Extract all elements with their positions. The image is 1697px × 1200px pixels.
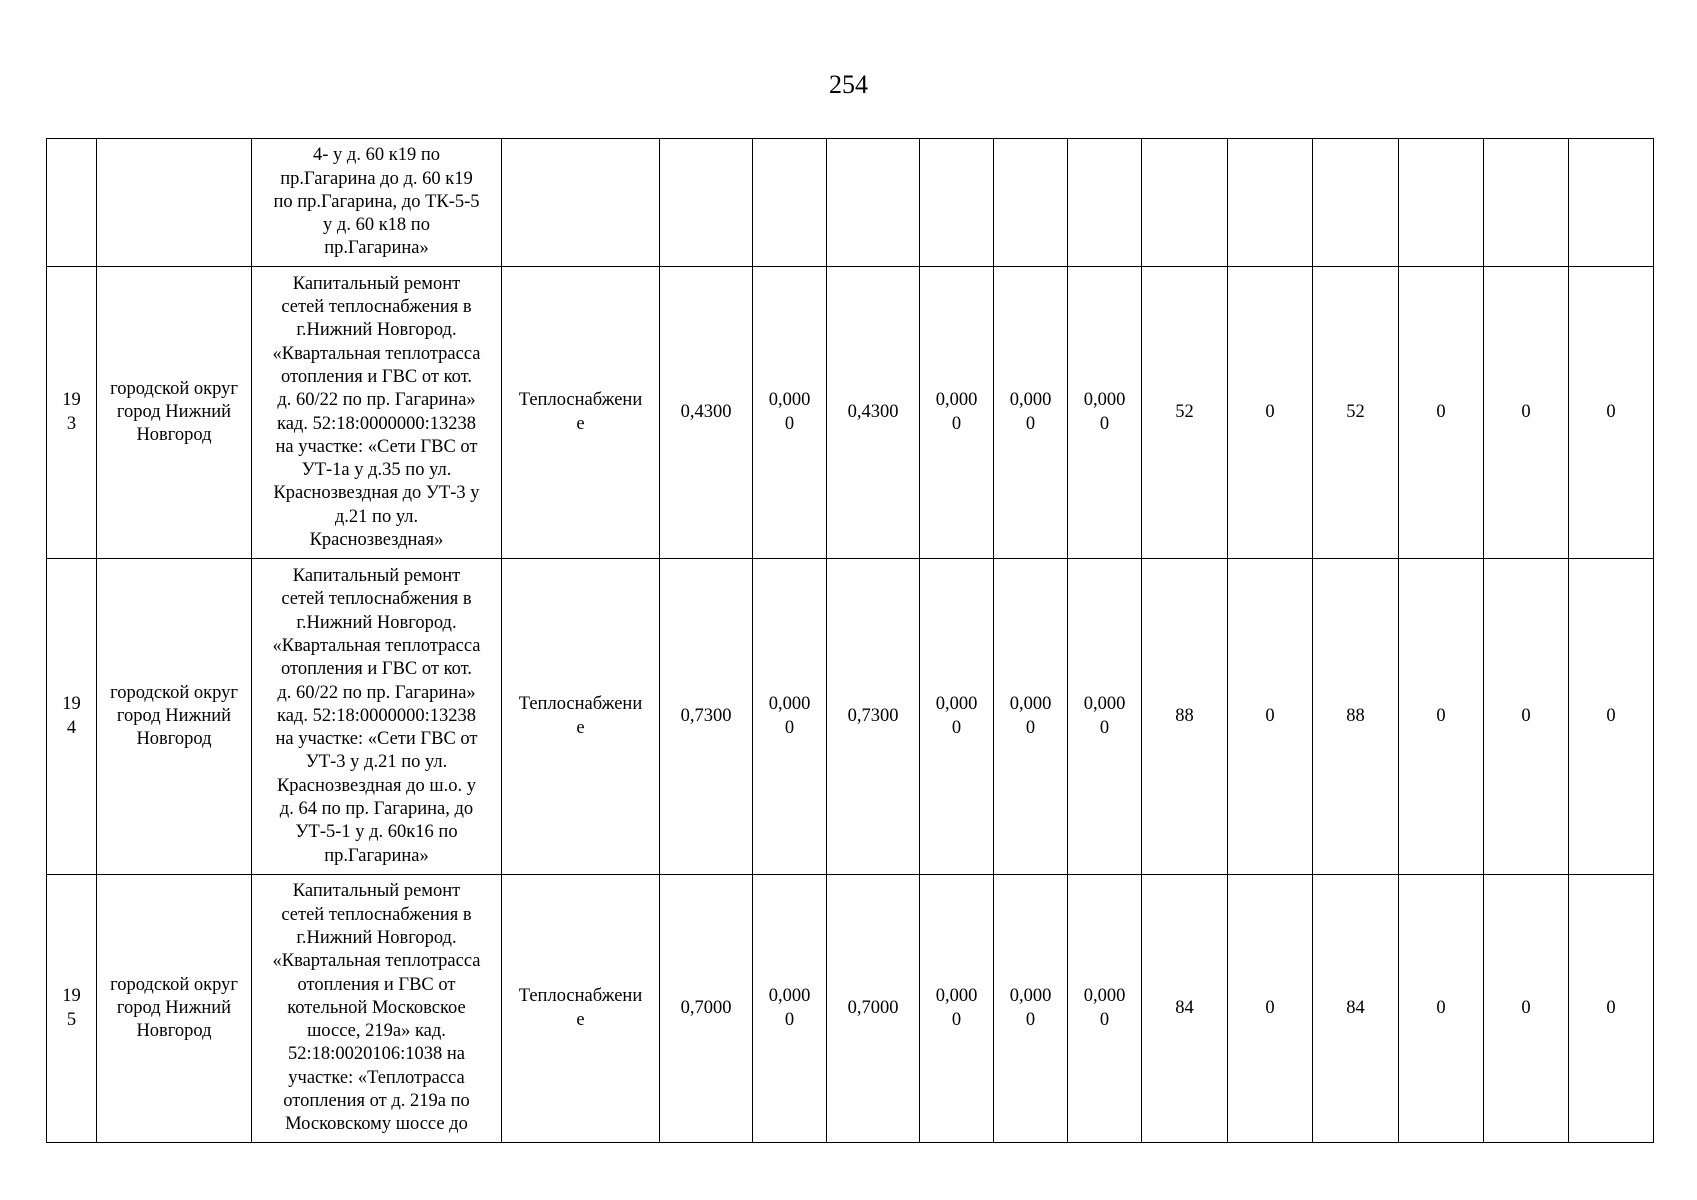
value-cell: 0,7000 bbox=[660, 875, 753, 1143]
value-cell bbox=[827, 139, 920, 267]
value-cell: 0,000 0 bbox=[1068, 875, 1142, 1143]
category-cell: Теплоснабжени е bbox=[502, 559, 660, 875]
value-cell: 0 bbox=[1484, 875, 1569, 1143]
category-cell bbox=[502, 139, 660, 267]
value-cell bbox=[920, 139, 994, 267]
row-number-cell bbox=[47, 139, 97, 267]
value-cell: 0,000 0 bbox=[920, 875, 994, 1143]
municipality-cell: городской округ город Нижний Новгород bbox=[97, 267, 252, 559]
value-cell: 0 bbox=[1228, 559, 1313, 875]
municipality-cell: городской округ город Нижний Новгород bbox=[97, 559, 252, 875]
value-cell: 0 bbox=[1399, 875, 1484, 1143]
value-cell bbox=[1142, 139, 1228, 267]
value-cell: 0,000 0 bbox=[753, 267, 827, 559]
table-row bbox=[47, 267, 1654, 559]
value-cell bbox=[1399, 139, 1484, 267]
value-cell: 0 bbox=[1484, 559, 1569, 875]
value-cell: 0 bbox=[1228, 267, 1313, 559]
value-cell: 0 bbox=[1399, 559, 1484, 875]
data-table bbox=[46, 138, 1654, 1143]
value-cell bbox=[1228, 139, 1313, 267]
page-number: 254 bbox=[829, 70, 868, 99]
value-cell bbox=[660, 139, 753, 267]
value-cell: 0,000 0 bbox=[994, 267, 1068, 559]
description-cell: Капитальный ремонт сетей теплоснабжения в г.Нижний Новгород. «Квартальная теплотрасса отопления и ГВС от кот. д. 60/22 по пр. Гагарина» кад. 52:18:0000000:13238 на участке: «Сети ГВС от УТ-3 у д.21 по ул. Краснозвездная до ш.о. у д. 64 по пр. Гагарина, до УТ-5-1 у д. 60к16 по пр.Гагарина» bbox=[252, 559, 502, 875]
value-cell: 0,000 0 bbox=[1068, 267, 1142, 559]
table-row bbox=[47, 875, 1654, 1143]
table-row bbox=[47, 559, 1654, 875]
value-cell: 84 bbox=[1142, 875, 1228, 1143]
value-cell: 0,7000 bbox=[827, 875, 920, 1143]
description-cell: Капитальный ремонт сетей теплоснабжения в г.Нижний Новгород. «Квартальная теплотрасса отопления и ГВС от кот. д. 60/22 по пр. Гагарина» кад. 52:18:0000000:13238 на участке: «Сети ГВС от УТ-1а у д.35 по ул. Краснозвездная до УТ-3 у д.21 по ул. Краснозвездная» bbox=[252, 267, 502, 559]
value-cell: 0,7300 bbox=[660, 559, 753, 875]
value-cell: 52 bbox=[1313, 267, 1399, 559]
value-cell: 0,000 0 bbox=[1068, 559, 1142, 875]
description-cell: 4- у д. 60 к19 по пр.Гагарина до д. 60 к19 по пр.Гагарина, до ТК-5-5 у д. 60 к18 по пр.Гагарина» bbox=[252, 139, 502, 267]
table-row bbox=[47, 139, 1654, 267]
value-cell: 0 bbox=[1228, 875, 1313, 1143]
value-cell: 88 bbox=[1142, 559, 1228, 875]
value-cell bbox=[994, 139, 1068, 267]
municipality-cell: городской округ город Нижний Новгород bbox=[97, 875, 252, 1143]
value-cell: 0,000 0 bbox=[753, 559, 827, 875]
row-number-cell: 19 3 bbox=[47, 267, 97, 559]
value-cell: 88 bbox=[1313, 559, 1399, 875]
municipality-cell bbox=[97, 139, 252, 267]
value-cell bbox=[1313, 139, 1399, 267]
value-cell: 0 bbox=[1484, 267, 1569, 559]
row-number-cell: 19 4 bbox=[47, 559, 97, 875]
value-cell: 0 bbox=[1569, 559, 1654, 875]
value-cell: 0,000 0 bbox=[994, 559, 1068, 875]
value-cell: 0,4300 bbox=[827, 267, 920, 559]
value-cell: 0,000 0 bbox=[753, 875, 827, 1143]
value-cell: 0,7300 bbox=[827, 559, 920, 875]
value-cell: 0,000 0 bbox=[920, 559, 994, 875]
value-cell: 0 bbox=[1399, 267, 1484, 559]
row-number-cell: 19 5 bbox=[47, 875, 97, 1143]
description-cell: Капитальный ремонт сетей теплоснабжения в г.Нижний Новгород. «Квартальная теплотрасса отопления и ГВС от котельной Московское шоссе, 219а» кад. 52:18:0020106:1038 на участке: «Теплотрасса отопления от д. 219а по Московскому шоссе до bbox=[252, 875, 502, 1143]
value-cell bbox=[1484, 139, 1569, 267]
value-cell bbox=[1569, 139, 1654, 267]
value-cell: 52 bbox=[1142, 267, 1228, 559]
category-cell: Теплоснабжени е bbox=[502, 267, 660, 559]
value-cell bbox=[753, 139, 827, 267]
value-cell: 0 bbox=[1569, 875, 1654, 1143]
category-cell: Теплоснабжени е bbox=[502, 875, 660, 1143]
value-cell bbox=[1068, 139, 1142, 267]
value-cell: 84 bbox=[1313, 875, 1399, 1143]
value-cell: 0 bbox=[1569, 267, 1654, 559]
value-cell: 0,000 0 bbox=[920, 267, 994, 559]
value-cell: 0,000 0 bbox=[994, 875, 1068, 1143]
value-cell: 0,4300 bbox=[660, 267, 753, 559]
